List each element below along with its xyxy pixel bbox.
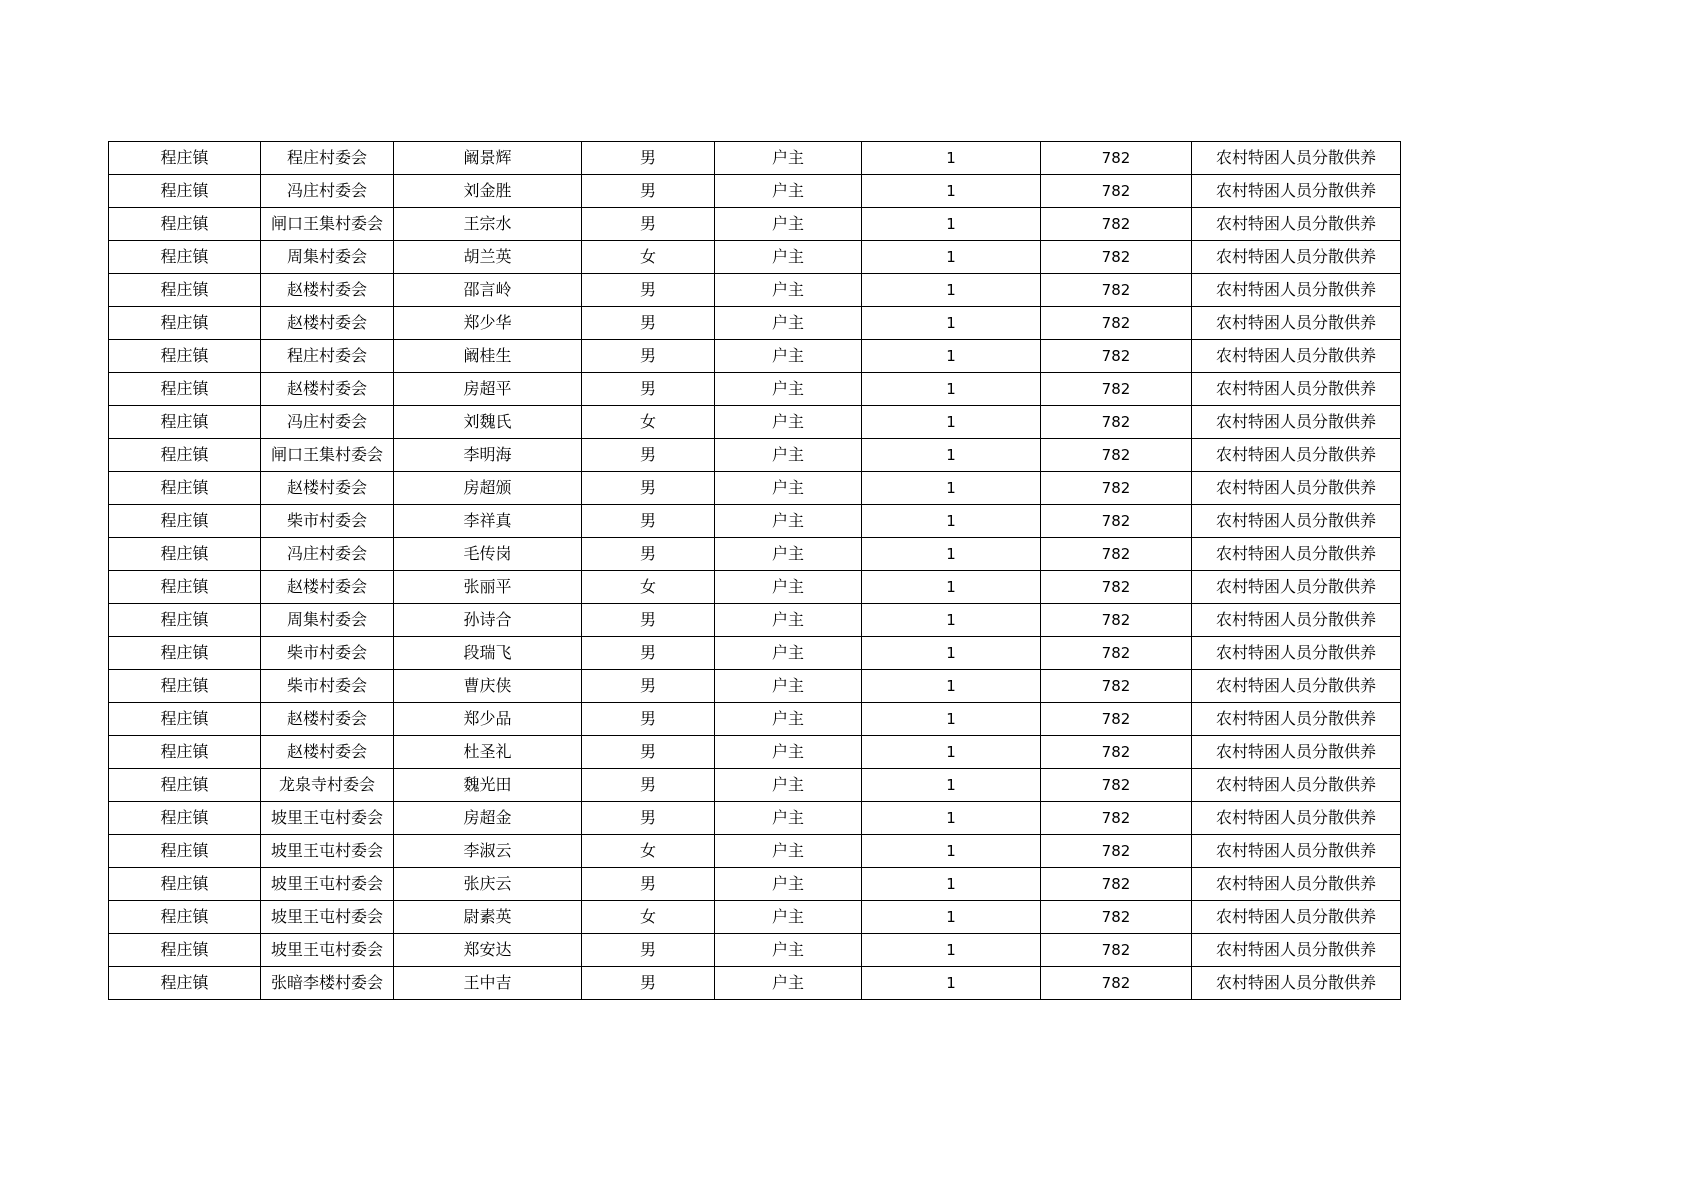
gender-cell: 男 — [582, 736, 715, 769]
village-committee-cell: 坡里王屯村委会 — [261, 802, 394, 835]
assistance-roster-table — [108, 141, 1401, 1000]
village-committee-cell: 赵楼村委会 — [261, 571, 394, 604]
amount-cell: 782 — [1041, 934, 1192, 967]
amount-cell: 782 — [1041, 439, 1192, 472]
amount-cell: 782 — [1041, 274, 1192, 307]
relation-cell: 户主 — [715, 901, 862, 934]
person-name-cell: 毛传岗 — [394, 538, 582, 571]
table-row — [109, 802, 1401, 835]
person-name-cell: 尉素英 — [394, 901, 582, 934]
relation-cell: 户主 — [715, 736, 862, 769]
village-committee-cell: 坡里王屯村委会 — [261, 835, 394, 868]
amount-cell: 782 — [1041, 307, 1192, 340]
town-cell: 程庄镇 — [109, 835, 261, 868]
relation-cell: 户主 — [715, 571, 862, 604]
village-committee-cell: 张暗李楼村委会 — [261, 967, 394, 1000]
assistance-type-cell: 农村特困人员分散供养 — [1192, 571, 1401, 604]
gender-cell: 男 — [582, 439, 715, 472]
relation-cell: 户主 — [715, 604, 862, 637]
gender-cell: 男 — [582, 175, 715, 208]
person-name-cell: 刘魏氏 — [394, 406, 582, 439]
relation-cell: 户主 — [715, 175, 862, 208]
gender-cell: 男 — [582, 505, 715, 538]
person-name-cell: 杜圣礼 — [394, 736, 582, 769]
amount-cell: 782 — [1041, 868, 1192, 901]
relation-cell: 户主 — [715, 868, 862, 901]
table-row — [109, 637, 1401, 670]
household-size-cell: 1 — [862, 274, 1041, 307]
town-cell: 程庄镇 — [109, 472, 261, 505]
household-size-cell: 1 — [862, 670, 1041, 703]
household-size-cell: 1 — [862, 505, 1041, 538]
town-cell: 程庄镇 — [109, 604, 261, 637]
table-row — [109, 934, 1401, 967]
relation-cell: 户主 — [715, 835, 862, 868]
household-size-cell: 1 — [862, 835, 1041, 868]
household-size-cell: 1 — [862, 340, 1041, 373]
assistance-type-cell: 农村特困人员分散供养 — [1192, 340, 1401, 373]
table-row — [109, 406, 1401, 439]
town-cell: 程庄镇 — [109, 802, 261, 835]
assistance-type-cell: 农村特困人员分散供养 — [1192, 307, 1401, 340]
assistance-type-cell: 农村特困人员分散供养 — [1192, 538, 1401, 571]
village-committee-cell: 赵楼村委会 — [261, 703, 394, 736]
table-row — [109, 538, 1401, 571]
gender-cell: 男 — [582, 802, 715, 835]
gender-cell: 女 — [582, 835, 715, 868]
person-name-cell: 魏光田 — [394, 769, 582, 802]
relation-cell: 户主 — [715, 670, 862, 703]
person-name-cell: 阚景辉 — [394, 142, 582, 175]
amount-cell: 782 — [1041, 736, 1192, 769]
village-committee-cell: 赵楼村委会 — [261, 307, 394, 340]
town-cell: 程庄镇 — [109, 340, 261, 373]
amount-cell: 782 — [1041, 406, 1192, 439]
assistance-type-cell: 农村特困人员分散供养 — [1192, 373, 1401, 406]
assistance-type-cell: 农村特困人员分散供养 — [1192, 868, 1401, 901]
amount-cell: 782 — [1041, 769, 1192, 802]
person-name-cell: 李淑云 — [394, 835, 582, 868]
town-cell: 程庄镇 — [109, 142, 261, 175]
relation-cell: 户主 — [715, 274, 862, 307]
amount-cell: 782 — [1041, 571, 1192, 604]
amount-cell: 782 — [1041, 637, 1192, 670]
assistance-type-cell: 农村特困人员分散供养 — [1192, 439, 1401, 472]
town-cell: 程庄镇 — [109, 208, 261, 241]
assistance-type-cell: 农村特困人员分散供养 — [1192, 769, 1401, 802]
relation-cell: 户主 — [715, 538, 862, 571]
village-committee-cell: 赵楼村委会 — [261, 373, 394, 406]
assistance-type-cell: 农村特困人员分散供养 — [1192, 505, 1401, 538]
household-size-cell: 1 — [862, 175, 1041, 208]
person-name-cell: 邵言岭 — [394, 274, 582, 307]
household-size-cell: 1 — [862, 967, 1041, 1000]
village-committee-cell: 柴市村委会 — [261, 505, 394, 538]
person-name-cell: 王中吉 — [394, 967, 582, 1000]
gender-cell: 男 — [582, 934, 715, 967]
person-name-cell: 郑安达 — [394, 934, 582, 967]
relation-cell: 户主 — [715, 637, 862, 670]
gender-cell: 男 — [582, 307, 715, 340]
household-size-cell: 1 — [862, 241, 1041, 274]
table-row — [109, 472, 1401, 505]
assistance-type-cell: 农村特困人员分散供养 — [1192, 604, 1401, 637]
household-size-cell: 1 — [862, 472, 1041, 505]
gender-cell: 男 — [582, 142, 715, 175]
household-size-cell: 1 — [862, 868, 1041, 901]
gender-cell: 男 — [582, 868, 715, 901]
village-committee-cell: 赵楼村委会 — [261, 274, 394, 307]
gender-cell: 男 — [582, 208, 715, 241]
assistance-type-cell: 农村特困人员分散供养 — [1192, 901, 1401, 934]
table-row — [109, 736, 1401, 769]
table-row — [109, 241, 1401, 274]
household-size-cell: 1 — [862, 604, 1041, 637]
assistance-type-cell: 农村特困人员分散供养 — [1192, 241, 1401, 274]
assistance-type-cell: 农村特困人员分散供养 — [1192, 208, 1401, 241]
relation-cell: 户主 — [715, 703, 862, 736]
town-cell: 程庄镇 — [109, 967, 261, 1000]
table-row — [109, 274, 1401, 307]
household-size-cell: 1 — [862, 208, 1041, 241]
village-committee-cell: 周集村委会 — [261, 604, 394, 637]
gender-cell: 男 — [582, 637, 715, 670]
assistance-type-cell: 农村特困人员分散供养 — [1192, 670, 1401, 703]
assistance-type-cell: 农村特困人员分散供养 — [1192, 406, 1401, 439]
assistance-type-cell: 农村特困人员分散供养 — [1192, 274, 1401, 307]
town-cell: 程庄镇 — [109, 373, 261, 406]
town-cell: 程庄镇 — [109, 769, 261, 802]
village-committee-cell: 冯庄村委会 — [261, 175, 394, 208]
relation-cell: 户主 — [715, 472, 862, 505]
household-size-cell: 1 — [862, 439, 1041, 472]
town-cell: 程庄镇 — [109, 868, 261, 901]
village-committee-cell: 冯庄村委会 — [261, 538, 394, 571]
household-size-cell: 1 — [862, 736, 1041, 769]
person-name-cell: 李祥真 — [394, 505, 582, 538]
town-cell: 程庄镇 — [109, 736, 261, 769]
town-cell: 程庄镇 — [109, 175, 261, 208]
person-name-cell: 房超颁 — [394, 472, 582, 505]
assistance-type-cell: 农村特困人员分散供养 — [1192, 802, 1401, 835]
village-committee-cell: 程庄村委会 — [261, 142, 394, 175]
gender-cell: 女 — [582, 406, 715, 439]
village-committee-cell: 坡里王屯村委会 — [261, 901, 394, 934]
table-row — [109, 175, 1401, 208]
table-row — [109, 769, 1401, 802]
village-committee-cell: 周集村委会 — [261, 241, 394, 274]
table-row — [109, 142, 1401, 175]
town-cell: 程庄镇 — [109, 703, 261, 736]
amount-cell: 782 — [1041, 241, 1192, 274]
person-name-cell: 房超平 — [394, 373, 582, 406]
table-row — [109, 571, 1401, 604]
amount-cell: 782 — [1041, 175, 1192, 208]
town-cell: 程庄镇 — [109, 274, 261, 307]
relation-cell: 户主 — [715, 439, 862, 472]
town-cell: 程庄镇 — [109, 505, 261, 538]
gender-cell: 男 — [582, 538, 715, 571]
relation-cell: 户主 — [715, 967, 862, 1000]
village-committee-cell: 闸口王集村委会 — [261, 439, 394, 472]
gender-cell: 男 — [582, 472, 715, 505]
household-size-cell: 1 — [862, 802, 1041, 835]
village-committee-cell: 程庄村委会 — [261, 340, 394, 373]
person-name-cell: 张丽平 — [394, 571, 582, 604]
amount-cell: 782 — [1041, 967, 1192, 1000]
village-committee-cell: 龙泉寺村委会 — [261, 769, 394, 802]
person-name-cell: 段瑞飞 — [394, 637, 582, 670]
assistance-type-cell: 农村特困人员分散供养 — [1192, 835, 1401, 868]
amount-cell: 782 — [1041, 538, 1192, 571]
amount-cell: 782 — [1041, 340, 1192, 373]
amount-cell: 782 — [1041, 472, 1192, 505]
gender-cell: 男 — [582, 373, 715, 406]
assistance-type-cell: 农村特困人员分散供养 — [1192, 175, 1401, 208]
person-name-cell: 房超金 — [394, 802, 582, 835]
household-size-cell: 1 — [862, 538, 1041, 571]
gender-cell: 男 — [582, 703, 715, 736]
town-cell: 程庄镇 — [109, 241, 261, 274]
town-cell: 程庄镇 — [109, 538, 261, 571]
person-name-cell: 郑少华 — [394, 307, 582, 340]
town-cell: 程庄镇 — [109, 406, 261, 439]
assistance-type-cell: 农村特困人员分散供养 — [1192, 967, 1401, 1000]
table-row — [109, 604, 1401, 637]
roster-body — [109, 142, 1401, 1000]
person-name-cell: 李明海 — [394, 439, 582, 472]
table-row — [109, 373, 1401, 406]
village-committee-cell: 冯庄村委会 — [261, 406, 394, 439]
relation-cell: 户主 — [715, 373, 862, 406]
table-row — [109, 439, 1401, 472]
village-committee-cell: 坡里王屯村委会 — [261, 934, 394, 967]
household-size-cell: 1 — [862, 703, 1041, 736]
person-name-cell: 曹庆侠 — [394, 670, 582, 703]
amount-cell: 782 — [1041, 901, 1192, 934]
assistance-type-cell: 农村特困人员分散供养 — [1192, 934, 1401, 967]
town-cell: 程庄镇 — [109, 901, 261, 934]
table-row — [109, 670, 1401, 703]
amount-cell: 782 — [1041, 208, 1192, 241]
table-row — [109, 703, 1401, 736]
person-name-cell: 孙诗合 — [394, 604, 582, 637]
relation-cell: 户主 — [715, 934, 862, 967]
gender-cell: 女 — [582, 241, 715, 274]
table-row — [109, 307, 1401, 340]
town-cell: 程庄镇 — [109, 934, 261, 967]
relation-cell: 户主 — [715, 802, 862, 835]
person-name-cell: 张庆云 — [394, 868, 582, 901]
relation-cell: 户主 — [715, 769, 862, 802]
amount-cell: 782 — [1041, 802, 1192, 835]
table-row — [109, 868, 1401, 901]
household-size-cell: 1 — [862, 142, 1041, 175]
village-committee-cell: 坡里王屯村委会 — [261, 868, 394, 901]
town-cell: 程庄镇 — [109, 571, 261, 604]
gender-cell: 男 — [582, 967, 715, 1000]
person-name-cell: 郑少品 — [394, 703, 582, 736]
gender-cell: 男 — [582, 670, 715, 703]
person-name-cell: 王宗水 — [394, 208, 582, 241]
table-row — [109, 835, 1401, 868]
village-committee-cell: 闸口王集村委会 — [261, 208, 394, 241]
village-committee-cell: 柴市村委会 — [261, 637, 394, 670]
relation-cell: 户主 — [715, 208, 862, 241]
relation-cell: 户主 — [715, 406, 862, 439]
gender-cell: 男 — [582, 769, 715, 802]
amount-cell: 782 — [1041, 373, 1192, 406]
gender-cell: 女 — [582, 901, 715, 934]
relation-cell: 户主 — [715, 505, 862, 538]
assistance-type-cell: 农村特困人员分散供养 — [1192, 703, 1401, 736]
assistance-type-cell: 农村特困人员分散供养 — [1192, 142, 1401, 175]
table-row — [109, 340, 1401, 373]
person-name-cell: 阚桂生 — [394, 340, 582, 373]
table-row — [109, 505, 1401, 538]
gender-cell: 男 — [582, 340, 715, 373]
household-size-cell: 1 — [862, 769, 1041, 802]
amount-cell: 782 — [1041, 142, 1192, 175]
household-size-cell: 1 — [862, 901, 1041, 934]
person-name-cell: 刘金胜 — [394, 175, 582, 208]
household-size-cell: 1 — [862, 373, 1041, 406]
assistance-type-cell: 农村特困人员分散供养 — [1192, 736, 1401, 769]
amount-cell: 782 — [1041, 604, 1192, 637]
household-size-cell: 1 — [862, 571, 1041, 604]
assistance-type-cell: 农村特困人员分散供养 — [1192, 637, 1401, 670]
table-row — [109, 967, 1401, 1000]
amount-cell: 782 — [1041, 835, 1192, 868]
village-committee-cell: 赵楼村委会 — [261, 472, 394, 505]
town-cell: 程庄镇 — [109, 439, 261, 472]
gender-cell: 男 — [582, 604, 715, 637]
person-name-cell: 胡兰英 — [394, 241, 582, 274]
table-row — [109, 208, 1401, 241]
household-size-cell: 1 — [862, 406, 1041, 439]
village-committee-cell: 赵楼村委会 — [261, 736, 394, 769]
relation-cell: 户主 — [715, 307, 862, 340]
amount-cell: 782 — [1041, 505, 1192, 538]
gender-cell: 男 — [582, 274, 715, 307]
gender-cell: 女 — [582, 571, 715, 604]
town-cell: 程庄镇 — [109, 307, 261, 340]
household-size-cell: 1 — [862, 934, 1041, 967]
household-size-cell: 1 — [862, 637, 1041, 670]
relation-cell: 户主 — [715, 142, 862, 175]
amount-cell: 782 — [1041, 670, 1192, 703]
amount-cell: 782 — [1041, 703, 1192, 736]
assistance-type-cell: 农村特困人员分散供养 — [1192, 472, 1401, 505]
relation-cell: 户主 — [715, 241, 862, 274]
town-cell: 程庄镇 — [109, 670, 261, 703]
relation-cell: 户主 — [715, 340, 862, 373]
village-committee-cell: 柴市村委会 — [261, 670, 394, 703]
table-row — [109, 901, 1401, 934]
town-cell: 程庄镇 — [109, 637, 261, 670]
household-size-cell: 1 — [862, 307, 1041, 340]
